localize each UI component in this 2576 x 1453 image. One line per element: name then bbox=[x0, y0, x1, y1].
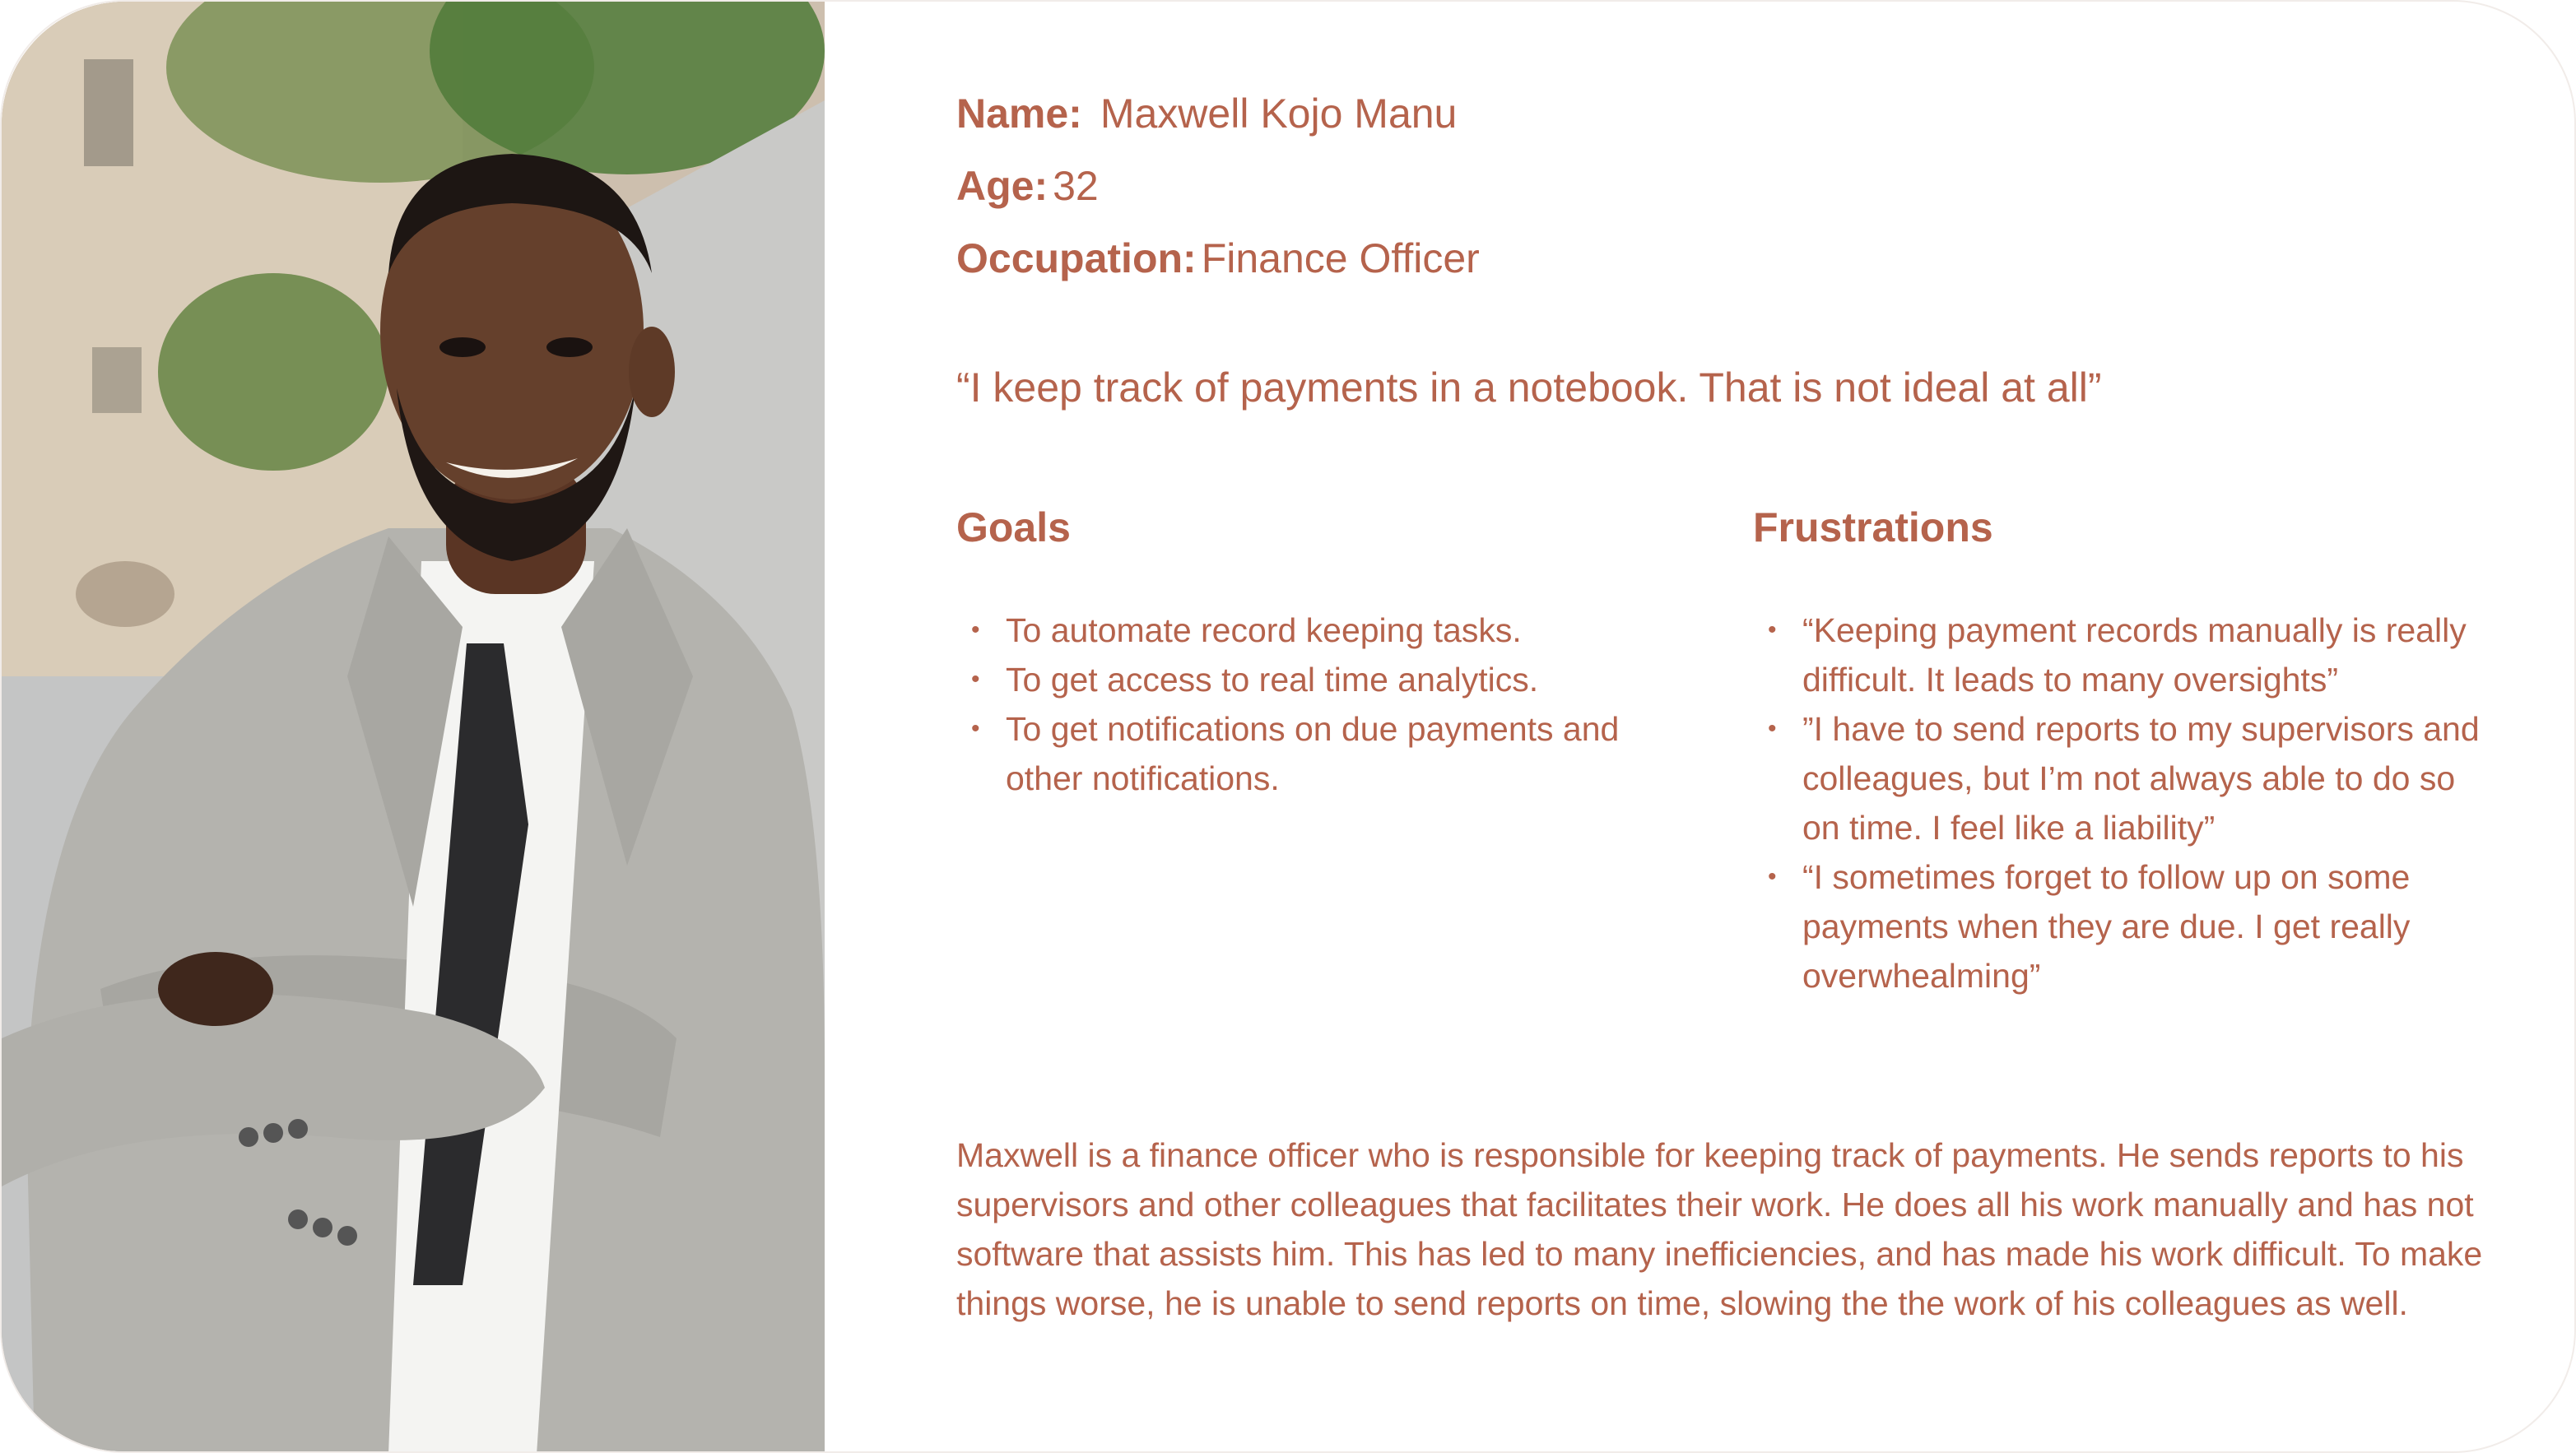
bullet-icon: • bbox=[971, 666, 980, 693]
persona-quote: “I keep track of payments in a notebook. That is not ideal at all” bbox=[956, 364, 2102, 411]
bullet-icon: • bbox=[1768, 616, 1777, 643]
name-value: Maxwell Kojo Manu bbox=[1100, 91, 1458, 137]
bullet-icon: • bbox=[1768, 863, 1777, 890]
persona-summary: Maxwell is a finance officer who is responsible for keeping track of payments. He sends reports to his supervisors and other colleagues that facilitates their work. He does all his work manually and has not software that assists him. This has led to many inefficiencies, and has made his work difficult. To make things worse, he is unable to send reports on time, slowing the the work of his colleagues as well. bbox=[956, 1136, 2483, 1322]
age-row bbox=[956, 150, 2504, 222]
persona-details bbox=[956, 77, 2504, 295]
frustrations-item bbox=[1753, 852, 2494, 1000]
frustrations-item-text: “I sometimes forget to follow up on some payments when they are due. I get really overwhealming” bbox=[1802, 858, 2411, 995]
goals-item-text: To get access to real time analytics. bbox=[1006, 661, 1539, 699]
goals-item bbox=[956, 655, 1681, 704]
goals-item bbox=[956, 606, 1681, 655]
occupation-row bbox=[956, 222, 2504, 295]
goals-title: Goals bbox=[956, 504, 1071, 550]
bullet-icon: • bbox=[1768, 715, 1777, 742]
goals-item bbox=[956, 704, 1681, 803]
occupation-label: Occupation: bbox=[956, 235, 1197, 281]
bullet-icon: • bbox=[971, 715, 980, 742]
goals-list bbox=[956, 606, 1681, 803]
age-value: 32 bbox=[1053, 163, 1099, 209]
frustrations-item bbox=[1753, 606, 2494, 704]
bullet-icon: • bbox=[971, 616, 980, 643]
age-label: Age: bbox=[956, 163, 1049, 209]
occupation-value: Finance Officer bbox=[1201, 235, 1480, 281]
frustrations-item bbox=[1753, 704, 2494, 852]
frustrations-title: Frustrations bbox=[1753, 504, 1993, 550]
frustrations-item-text: ”I have to send reports to my supervisors and colleagues, but I’m not always able to do so on time. I feel like a liability” bbox=[1802, 710, 2480, 847]
goals-item-text: To automate record keeping tasks. bbox=[1006, 611, 1522, 649]
persona-photo-illustration bbox=[2, 2, 825, 1453]
persona-photo bbox=[2, 2, 825, 1453]
goals-item-text: To get notifications on due payments and other notifications. bbox=[1006, 710, 1620, 797]
frustrations-item-text: “Keeping payment records manually is really difficult. It leads to many oversights” bbox=[1802, 611, 2467, 699]
name-label: Name: bbox=[956, 91, 1082, 137]
frustrations-list bbox=[1753, 606, 2494, 1000]
name-row bbox=[956, 77, 2504, 150]
